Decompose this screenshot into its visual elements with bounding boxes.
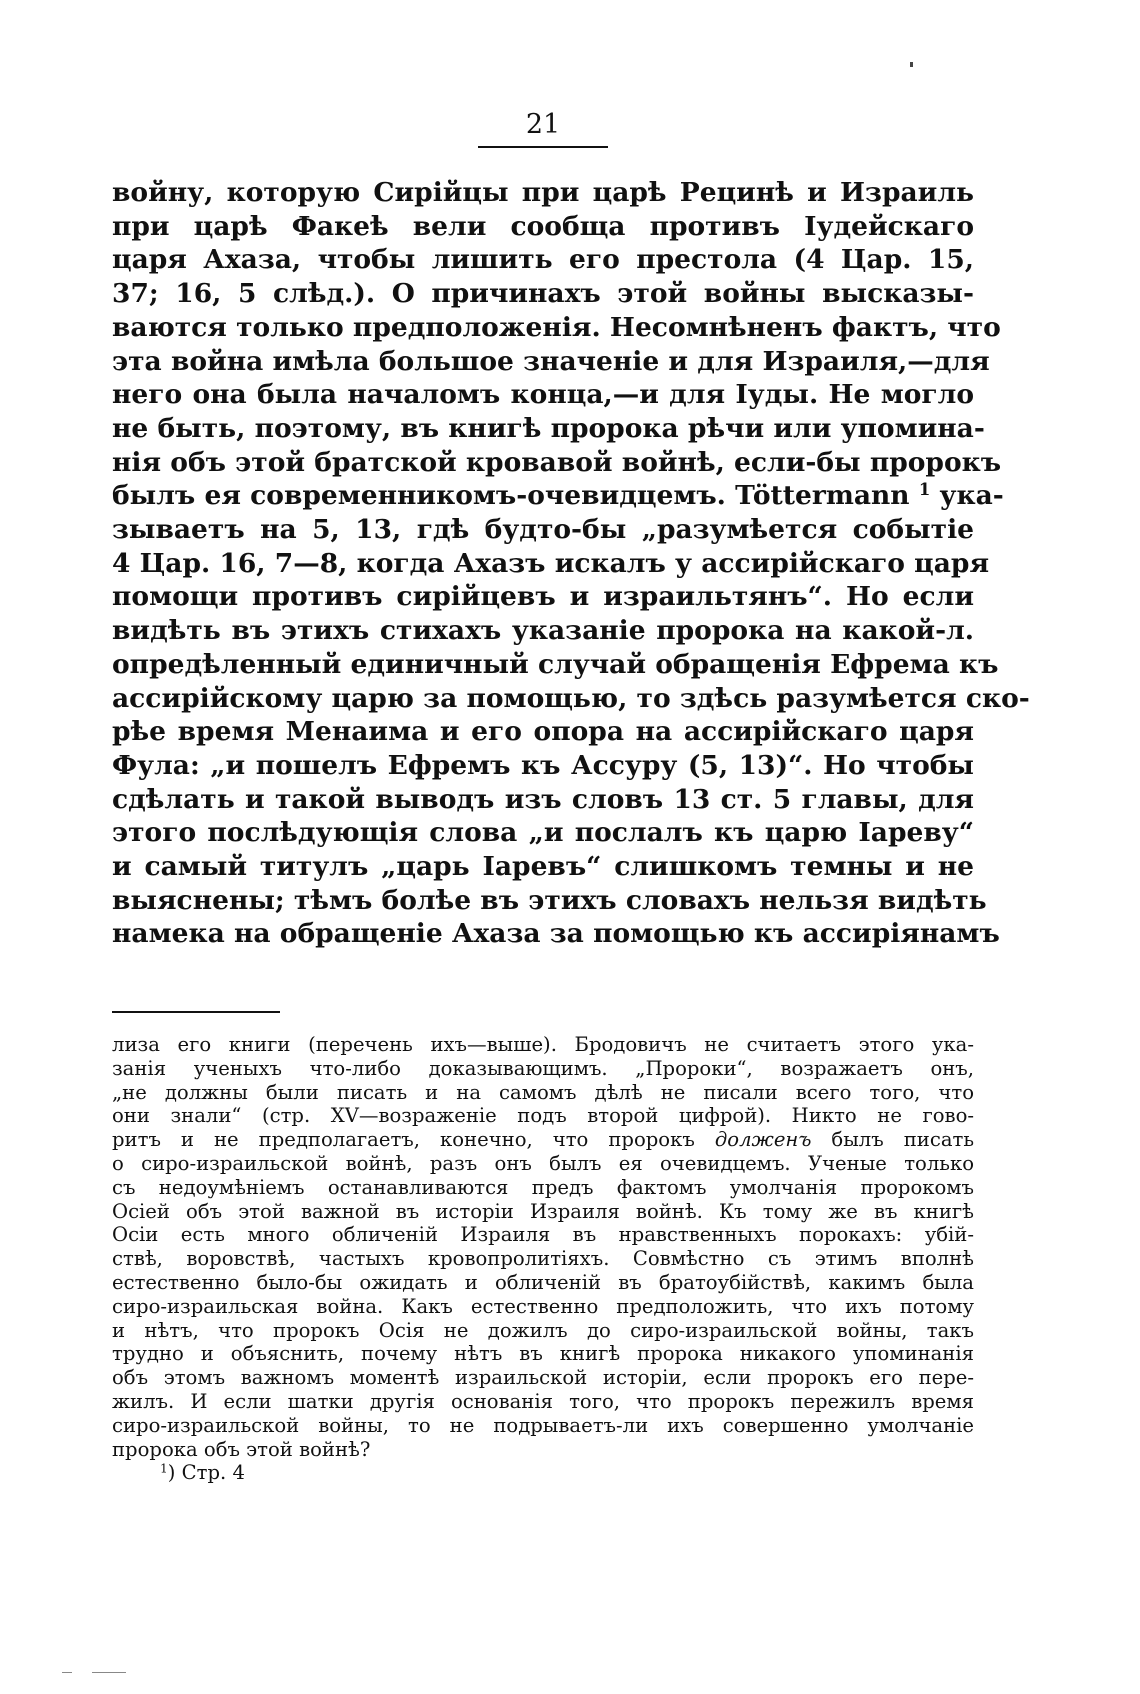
footnote-line: ствѣ, воровствѣ, частыхъ кровопролитіяхъ. Совмѣстно съ этимъ вполнѣ	[112, 1247, 974, 1271]
footnote-note	[112, 1461, 974, 1485]
text-line: него она была началомъ конца,—и для Іуды. Не могло	[112, 379, 974, 411]
text-line: царя Ахаза, чтобы лишить его престола (4 Цар. 15,	[112, 244, 974, 276]
text-segment: ука-	[930, 480, 1004, 512]
footnote-line: пророка объ этой войнѣ?	[112, 1437, 371, 1461]
text-line: и самый титулъ „царь Іаревъ“ слишкомъ темны и не	[112, 851, 974, 883]
text-line: зываетъ на 5, 13, гдѣ будто-бы „разумѣется событіе	[112, 514, 974, 546]
text-line: помощи противъ сирійцевъ и израильтянъ“. Но если	[112, 581, 974, 613]
text-line: выяснены; тѣмъ болѣе въ этихъ словахъ нельзя видѣть	[112, 884, 987, 916]
text-line: опредѣленный единичный случай обращенія Ефрема къ	[112, 648, 999, 680]
text-line: сдѣлать и такой выводъ изъ словъ 13 ст. 5 главы, для	[112, 783, 974, 815]
footnote-line: о сиро-израильской войнѣ, разъ онъ былъ ея очевидцемъ. Ученые только	[112, 1151, 974, 1175]
text-segment: ритъ и не предполагаетъ, конечно, что пророкъ	[112, 1128, 695, 1152]
footnote-line: трудно и объяснить, почему нѣтъ въ книгѣ пророка никакого упоминанія	[112, 1342, 974, 1366]
main-text	[112, 176, 1030, 951]
footnote-note-text: ) Стр. 4	[167, 1461, 245, 1485]
text-line: ваются только предположенія. Несомнѣненъ фактъ, что	[112, 311, 1001, 343]
footnote-line: сиро-израильской войны, то не подрываетъ-ли ихъ совершенно умолчаніе	[112, 1413, 974, 1437]
footnote-line: занія ученыхъ что-либо доказывающимъ. „Пророки“, возражаетъ онъ,	[112, 1056, 974, 1080]
scan-speck	[92, 1672, 126, 1673]
text-line: при царѣ Факеѣ вели сообща противъ Іудейскаго	[112, 210, 974, 242]
page-number-underline	[478, 146, 608, 148]
footnote-line: Осіей объ этой важной въ исторіи Израиля войнѣ. Къ тому же въ книгѣ	[112, 1199, 974, 1223]
footnote-line: сиро-израильская война. Какъ естественно предположить, что ихъ потому	[112, 1294, 974, 1318]
footnote-line: и нѣтъ, что пророкъ Осія не дожилъ до сиро-израильской войны, такъ	[112, 1318, 974, 1342]
footnote-reference[interactable]: 1	[918, 480, 931, 500]
footnote-line: лиза его книги (перечень ихъ—выше). Бродовичъ не считаетъ этого ука-	[112, 1033, 974, 1056]
footnote-line: жилъ. И если шатки другія основанія того, что пророкъ пережилъ время	[112, 1389, 974, 1413]
text-segment: былъ писать	[811, 1128, 975, 1152]
scan-speck	[910, 62, 913, 67]
footnote-line: „не должны были писать и на самомъ дѣлѣ не писали всего того, что	[112, 1080, 974, 1104]
text-line: 37; 16, 5 слѣд.). О причинахъ этой войны высказы-	[112, 278, 974, 310]
text-line-with-footnote-ref	[112, 479, 1004, 513]
scan-speck	[62, 1672, 72, 1673]
text-segment: былъ ея современникомъ-очевидцемъ. Töttermann	[112, 480, 910, 512]
footnote-line: естественно было-бы ожидать и обличеній въ братоубійствѣ, какимъ была	[112, 1270, 974, 1294]
italic-word: долженъ	[714, 1128, 812, 1152]
footnote-marker: 1	[160, 1461, 168, 1476]
text-line: ассирійскому царю за помощью, то здѣсь разумѣется ско-	[112, 682, 1030, 714]
text-line: не быть, поэтому, въ книгѣ пророка рѣчи или упомина-	[112, 412, 985, 444]
footnote-line: Осіи есть много обличеній Израиля въ нравственныхъ порокахъ: убій-	[112, 1223, 974, 1247]
text-line: видѣть въ этихъ стихахъ указаніе пророка на какой-л.	[112, 615, 974, 647]
footnote-separator	[112, 1011, 280, 1013]
footnote-line: съ недоумѣніемъ останавливаются предъ фактомъ умолчанія пророкомъ	[112, 1175, 974, 1199]
text-line: Фула: „и пошелъ Ефремъ къ Ассуру (5, 13)“. Но чтобы	[112, 749, 974, 781]
footnotes	[112, 1033, 974, 1485]
text-line: этого послѣдующія слова „и послалъ къ царю Іареву“	[112, 817, 974, 849]
text-line: 4 Цар. 16, 7—8, когда Ахазъ искалъ у ассирійскаго царя	[112, 547, 990, 579]
text-line: эта война имѣла большое значеніе и для Израиля,—для	[112, 345, 990, 377]
text-line: нія объ этой братской кровавой войнѣ, если-бы пророкъ	[112, 446, 1002, 478]
footnote-line-with-italic	[112, 1128, 974, 1152]
page-number: 21	[525, 109, 561, 140]
text-line: намека на обращеніе Ахаза за помощью къ ассиріянамъ	[112, 918, 1000, 950]
footnote-line: объ этомъ важномъ моментѣ израильской исторіи, если пророкъ его пере-	[112, 1366, 974, 1390]
text-line: войну, которую Сирійцы при царѣ Рецинѣ и Израиль	[112, 177, 974, 208]
text-line: рѣе время Менаима и его опора на ассирійскаго царя	[112, 716, 974, 748]
footnote-line: они знали“ (стр. XV—возраженіе подъ второй цифрой). Никто не гово-	[112, 1104, 974, 1128]
